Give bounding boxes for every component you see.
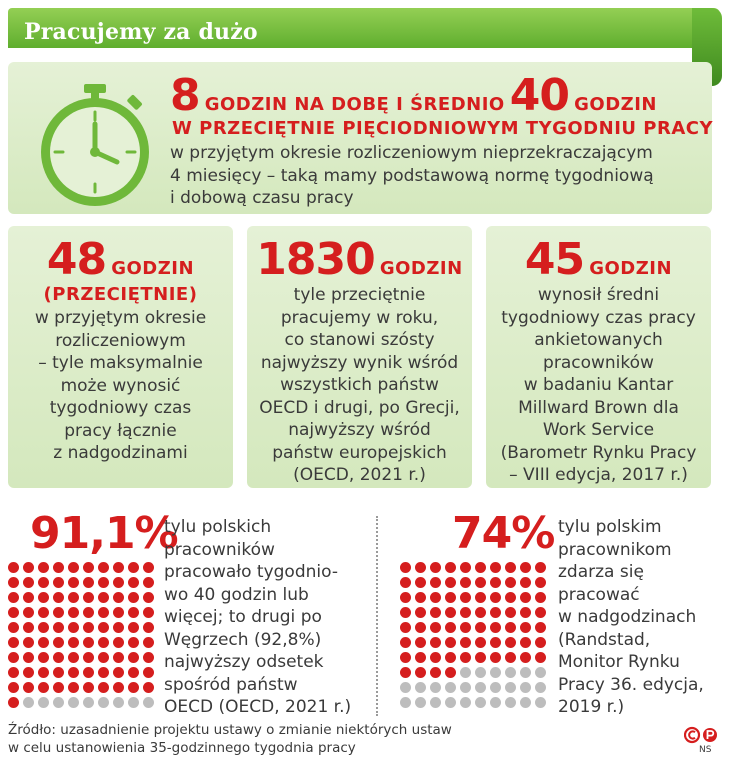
- percent-dot: [490, 592, 501, 603]
- percent-dot: [143, 682, 154, 693]
- percent-dot: [535, 622, 546, 633]
- percent-dot: [53, 622, 64, 633]
- percent-dot: [445, 637, 456, 648]
- percent-dot: [400, 562, 411, 573]
- percent-dot: [400, 697, 411, 708]
- percent-dot: [520, 637, 531, 648]
- percent-dot: [143, 652, 154, 663]
- percent-dot: [68, 622, 79, 633]
- top-description: w przyjętym okresie rozliczeniowym nieprzekraczającym 4 miesięcy – taką mamy podstawową normę tygodniową i dobową czasu pracy: [170, 143, 654, 208]
- percent-dot: [505, 607, 516, 618]
- percent-dot: [128, 697, 139, 708]
- box-1830: [247, 234, 472, 487]
- hours-per-day-label: GODZIN NA DOBĘ I ŚREDNIO: [204, 94, 505, 115]
- percent-dot: [143, 577, 154, 588]
- percent-dot: [505, 562, 516, 573]
- percent-dot: [445, 622, 456, 633]
- stat-91-value: 91,1%: [30, 508, 178, 559]
- percent-dot: [475, 622, 486, 633]
- percent-dot: [400, 682, 411, 693]
- percent-dot: [8, 637, 19, 648]
- percent-dot: [505, 637, 516, 648]
- percent-dot: [415, 592, 426, 603]
- percent-dot: [460, 682, 471, 693]
- percent-dot: [490, 652, 501, 663]
- percent-dot: [430, 607, 441, 618]
- hours-per-week-number: 40: [509, 70, 570, 121]
- percent-dot: [400, 577, 411, 588]
- percent-dot: [460, 697, 471, 708]
- box-48-unit: GODZIN: [111, 258, 195, 279]
- percent-dot: [113, 637, 124, 648]
- percent-dot: [53, 682, 64, 693]
- percent-dot: [83, 562, 94, 573]
- box-48-text: w przyjętym okresie rozliczeniowym – tyle maksymalnie może wynosić tygodniowy czas pracy łącznie z nadgodzinami: [34, 308, 207, 463]
- percent-dot: [38, 562, 49, 573]
- percent-dot: [400, 607, 411, 618]
- hours-per-week-label: GODZIN: [574, 94, 657, 115]
- box-1830-number: 1830: [256, 234, 375, 285]
- percent-dot: [98, 667, 109, 678]
- percent-dot: [535, 592, 546, 603]
- percent-dot: [8, 562, 19, 573]
- percent-dot: [38, 637, 49, 648]
- percent-dot: [430, 697, 441, 708]
- percent-dot: [490, 667, 501, 678]
- percent-dot: [23, 682, 34, 693]
- percent-dot: [113, 622, 124, 633]
- author-initials: NS: [699, 745, 712, 755]
- percent-dot: [460, 652, 471, 663]
- percent-dot: [128, 667, 139, 678]
- percent-dot: [98, 562, 109, 573]
- percent-dot: [98, 652, 109, 663]
- percent-dot: [415, 607, 426, 618]
- percent-dot: [98, 607, 109, 618]
- percent-dot: [38, 577, 49, 588]
- percent-dot: [430, 682, 441, 693]
- percent-dot: [505, 592, 516, 603]
- percent-dot: [535, 637, 546, 648]
- percent-dot: [535, 577, 546, 588]
- percent-dot: [128, 637, 139, 648]
- percent-dot: [23, 622, 34, 633]
- percent-dot: [535, 562, 546, 573]
- percent-dot: [128, 577, 139, 588]
- percent-dot: [535, 607, 546, 618]
- percent-dot: [445, 652, 456, 663]
- percent-dot: [83, 607, 94, 618]
- percent-dot: [143, 592, 154, 603]
- percent-dot: [460, 592, 471, 603]
- percent-dot: [445, 682, 456, 693]
- percent-dot: [8, 652, 19, 663]
- percent-dot: [400, 667, 411, 678]
- percent-dot: [113, 577, 124, 588]
- percent-dot: [520, 622, 531, 633]
- percent-dot: [415, 622, 426, 633]
- percent-dot: [490, 637, 501, 648]
- percent-dot: [68, 682, 79, 693]
- percent-dot: [445, 592, 456, 603]
- percent-dot: [98, 592, 109, 603]
- percent-dot: [68, 607, 79, 618]
- percent-dot: [128, 622, 139, 633]
- percent-dot: [505, 577, 516, 588]
- percent-dot: [400, 592, 411, 603]
- stat-74-value: 74%: [452, 508, 555, 559]
- percent-dot: [475, 607, 486, 618]
- percent-dot: [430, 562, 441, 573]
- percent-dot: [460, 562, 471, 573]
- percent-dot: [23, 697, 34, 708]
- percent-dot: [98, 697, 109, 708]
- percent-dot: [23, 607, 34, 618]
- percent-dot: [520, 697, 531, 708]
- percent-dot: [23, 577, 34, 588]
- percent-dot: [430, 652, 441, 663]
- percent-dot: [475, 577, 486, 588]
- percent-dot: [83, 577, 94, 588]
- box-45: [486, 234, 711, 487]
- percent-dot: [53, 637, 64, 648]
- percent-dot: [475, 562, 486, 573]
- percent-dot: [8, 607, 19, 618]
- percent-dot: [143, 637, 154, 648]
- stat-91-dot-grid: [8, 562, 164, 712]
- percent-dot: [83, 667, 94, 678]
- percent-dot: [53, 667, 64, 678]
- percent-dot: [143, 667, 154, 678]
- stat-74-text: tylu polskim pracownikom zdarza się pracować w nadgodzinach (Randstad, Monitor Rynku Pracy 36. edycja, 2019 r.): [558, 517, 704, 717]
- percent-dot: [68, 562, 79, 573]
- percent-dot: [113, 697, 124, 708]
- percent-dot: [23, 562, 34, 573]
- box-48-unit-2: (PRZECIĘTNIE): [43, 284, 198, 305]
- box-45-text: wynosił średni tygodniowy czas pracy ankietowanych pracowników w badaniu Kantar Millward Brown dla Work Service (Barometr Rynku Pracy – VIII edycja, 2017 r.): [500, 285, 697, 485]
- percent-dot: [23, 637, 34, 648]
- percent-dot: [113, 682, 124, 693]
- percent-dot: [490, 697, 501, 708]
- percent-dot: [83, 622, 94, 633]
- percent-dot: [460, 667, 471, 678]
- percent-dot: [445, 667, 456, 678]
- box-48: [8, 234, 233, 465]
- header-banner: [8, 8, 720, 48]
- percent-dot: [520, 652, 531, 663]
- top-headline: [170, 70, 657, 121]
- percent-dot: [520, 577, 531, 588]
- box-45-unit: GODZIN: [589, 258, 673, 279]
- percent-dot: [113, 667, 124, 678]
- percent-dot: [83, 697, 94, 708]
- percent-dot: [68, 652, 79, 663]
- percent-dot: [83, 652, 94, 663]
- percent-dot: [98, 622, 109, 633]
- percent-dot: [38, 592, 49, 603]
- percent-dot: [83, 682, 94, 693]
- percent-dot: [490, 682, 501, 693]
- percent-dot: [460, 577, 471, 588]
- percent-dot: [38, 622, 49, 633]
- percent-dot: [415, 562, 426, 573]
- percent-dot: [143, 622, 154, 633]
- percent-dot: [430, 637, 441, 648]
- percent-dot: [68, 577, 79, 588]
- percent-dot: [8, 697, 19, 708]
- stopwatch-icon: [30, 82, 160, 212]
- percent-dot: [23, 652, 34, 663]
- percent-dot: [475, 652, 486, 663]
- box-1830-text: tyle przeciętnie pracujemy w roku, co stanowi szósty najwyższy wynik wśród wszystkich państw OECD i drugi, po Grecji, najwyższy wśród państw europejskich (OECD, 2021 r.): [259, 285, 460, 485]
- percent-dot: [475, 637, 486, 648]
- stat-divider: [376, 516, 378, 716]
- percent-dot: [445, 562, 456, 573]
- percent-dot: [128, 652, 139, 663]
- copyright-logo-icon: [684, 726, 720, 744]
- percent-dot: [128, 682, 139, 693]
- percent-dot: [535, 682, 546, 693]
- percent-dot: [8, 667, 19, 678]
- percent-dot: [430, 667, 441, 678]
- percent-dot: [445, 607, 456, 618]
- percent-dot: [415, 697, 426, 708]
- percent-dot: [505, 667, 516, 678]
- percent-dot: [505, 697, 516, 708]
- source-note: Źródło: uzasadnienie projektu ustawy o zmianie niektórych ustaw w celu ustanowienia 35-godzinnego tygodnia pracy: [8, 722, 452, 756]
- percent-dot: [53, 577, 64, 588]
- percent-dot: [143, 562, 154, 573]
- percent-dot: [143, 697, 154, 708]
- percent-dot: [53, 592, 64, 603]
- percent-dot: [23, 592, 34, 603]
- percent-dot: [475, 592, 486, 603]
- percent-dot: [535, 667, 546, 678]
- percent-dot: [430, 577, 441, 588]
- percent-dot: [475, 667, 486, 678]
- percent-dot: [53, 652, 64, 663]
- percent-dot: [475, 682, 486, 693]
- stat-74-dot-grid: [400, 562, 556, 712]
- percent-dot: [400, 637, 411, 648]
- percent-dot: [415, 652, 426, 663]
- percent-dot: [415, 637, 426, 648]
- percent-dot: [98, 577, 109, 588]
- percent-dot: [535, 697, 546, 708]
- percent-dot: [415, 682, 426, 693]
- percent-dot: [490, 562, 501, 573]
- percent-dot: [490, 577, 501, 588]
- percent-dot: [430, 622, 441, 633]
- percent-dot: [400, 622, 411, 633]
- percent-dot: [38, 667, 49, 678]
- percent-dot: [53, 697, 64, 708]
- percent-dot: [53, 562, 64, 573]
- percent-dot: [68, 697, 79, 708]
- percent-dot: [460, 607, 471, 618]
- percent-dot: [83, 637, 94, 648]
- percent-dot: [430, 592, 441, 603]
- percent-dot: [128, 562, 139, 573]
- percent-dot: [520, 607, 531, 618]
- percent-dot: [23, 667, 34, 678]
- percent-dot: [83, 592, 94, 603]
- percent-dot: [520, 667, 531, 678]
- percent-dot: [68, 637, 79, 648]
- percent-dot: [445, 577, 456, 588]
- box-45-number: 45: [524, 234, 585, 285]
- stat-91-text: tylu polskich pracowników pracowało tygodnio- wo 40 godzin lub więcej; to drugi po Węgrzech (92,8%) najwyższy odsetek spośród państw OECD (OECD, 2021 r.): [164, 517, 352, 717]
- percent-dot: [400, 652, 411, 663]
- percent-dot: [98, 637, 109, 648]
- percent-dot: [113, 592, 124, 603]
- percent-dot: [505, 622, 516, 633]
- percent-dot: [535, 652, 546, 663]
- percent-dot: [520, 562, 531, 573]
- percent-dot: [128, 607, 139, 618]
- percent-dot: [460, 622, 471, 633]
- percent-dot: [415, 667, 426, 678]
- percent-dot: [505, 652, 516, 663]
- percent-dot: [53, 607, 64, 618]
- percent-dot: [128, 592, 139, 603]
- percent-dot: [415, 577, 426, 588]
- percent-dot: [38, 697, 49, 708]
- percent-dot: [460, 637, 471, 648]
- percent-dot: [520, 592, 531, 603]
- percent-dot: [113, 652, 124, 663]
- hours-per-day-number: 8: [170, 70, 200, 121]
- percent-dot: [38, 652, 49, 663]
- percent-dot: [68, 667, 79, 678]
- percent-dot: [8, 682, 19, 693]
- percent-dot: [38, 607, 49, 618]
- box-1830-unit: GODZIN: [379, 258, 463, 279]
- percent-dot: [98, 682, 109, 693]
- percent-dot: [38, 682, 49, 693]
- percent-dot: [8, 577, 19, 588]
- percent-dot: [490, 607, 501, 618]
- percent-dot: [68, 592, 79, 603]
- percent-dot: [445, 697, 456, 708]
- box-48-number: 48: [46, 234, 107, 285]
- top-subheadline: W PRZECIĘTNIE PIĘCIODNIOWYM TYGODNIU PRACY: [172, 118, 713, 139]
- percent-dot: [520, 682, 531, 693]
- page-title: Pracujemy za dużo: [24, 19, 258, 45]
- percent-dot: [8, 592, 19, 603]
- percent-dot: [143, 607, 154, 618]
- percent-dot: [113, 607, 124, 618]
- percent-dot: [475, 697, 486, 708]
- percent-dot: [505, 682, 516, 693]
- percent-dot: [8, 622, 19, 633]
- percent-dot: [113, 562, 124, 573]
- percent-dot: [490, 622, 501, 633]
